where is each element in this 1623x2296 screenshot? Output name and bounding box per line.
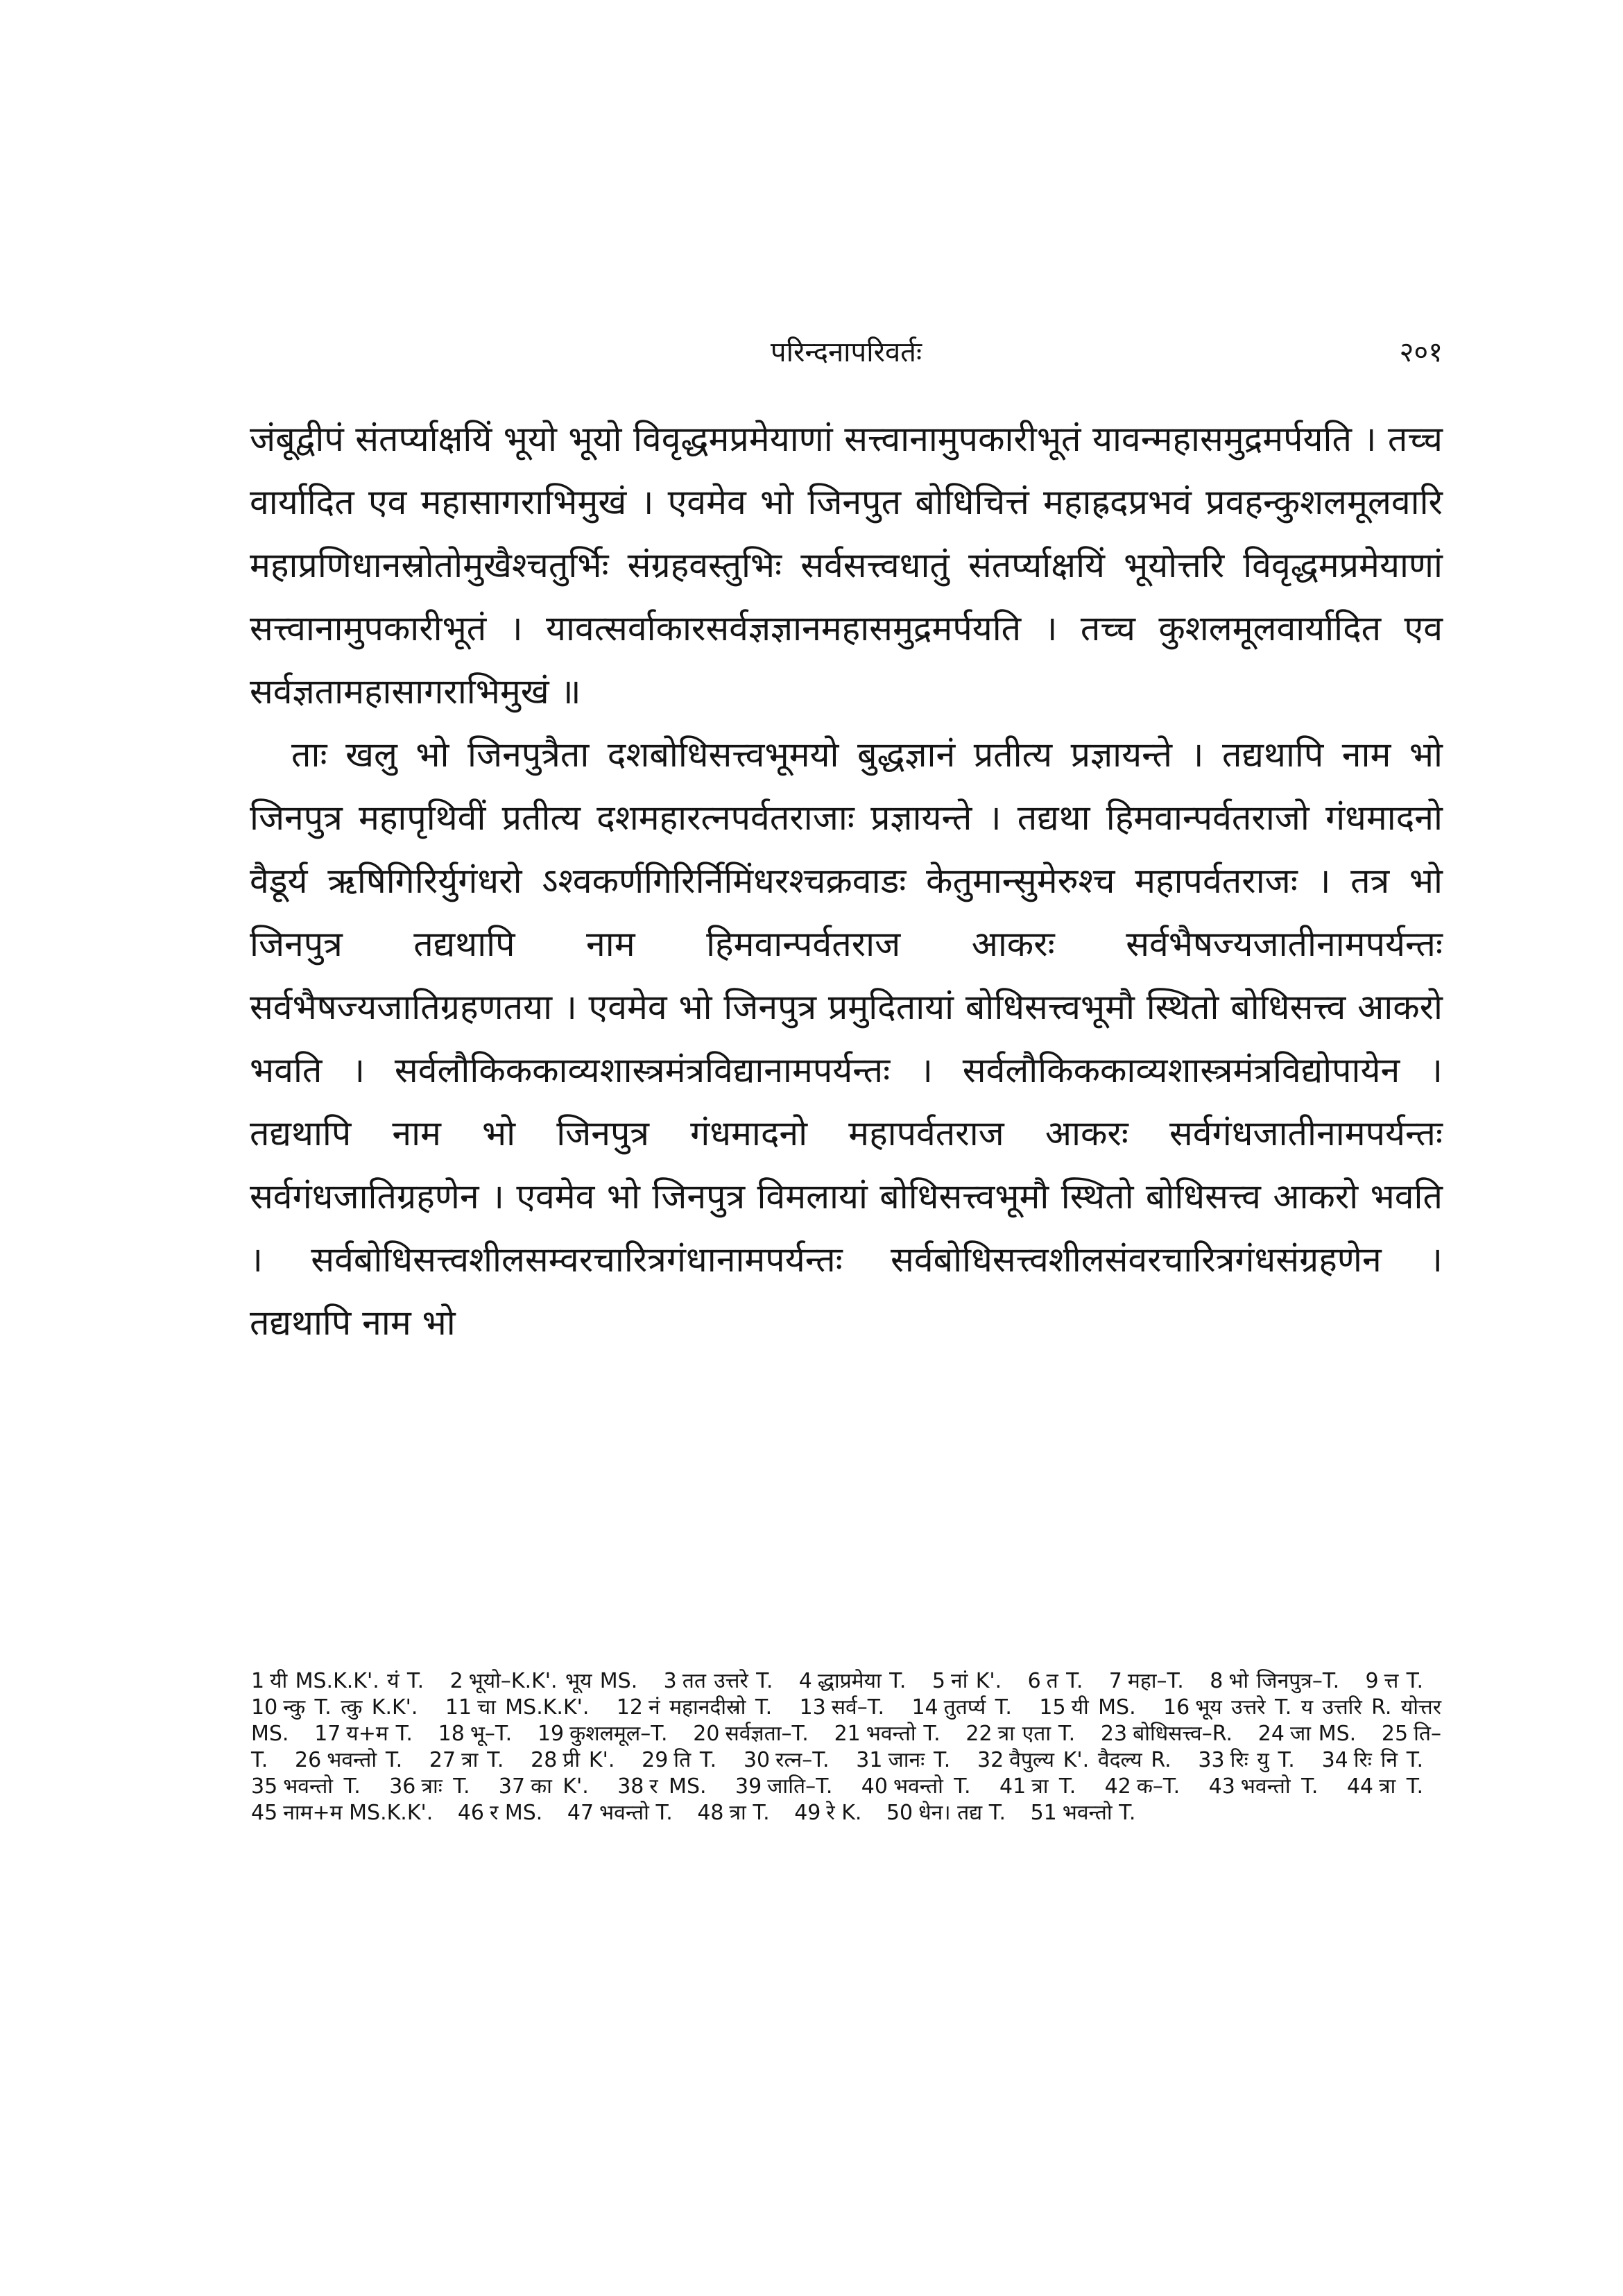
footnote (744, 1748, 830, 1772)
footnote (1258, 1722, 1356, 1746)
paragraph: जंबूद्वीपं संतर्प्याक्षयिं भूयो भूयो विवृद्धमप्रमेयाणां सत्त्वानामुपकारीभूतं यावन्महासमुद्रमर्पयति । तच्च वार्यादित एव महासागराभिमुखं । एवमेव भो जिनपुत बोधिचित्तं महाह्रदप्रभवं प्रवहन्कुशलमूलवारि महाप्रणिधानस्रोतोमुखैश्चतुर्भिः संग्रहवस्तुभिः सर्वसत्त्वधातुं संतर्प्याक्षयिं भूयोत्तरि विवृद्धमप्रमेयाणां सत्त्वानामुपकारीभूतं । यावत्सर्वाकारसर्वज्ञज्ञानमहासमुद्रमर्पयति । तच्च कुशलमूलवार्यादित एव सर्वज्ञतामहासागराभिमुखं ॥ (250, 419, 1443, 712)
footnote-text: रत्न–T. (775, 1748, 830, 1772)
footnote-text: भवन्तो T. (893, 1774, 971, 1799)
footnote (965, 1722, 1075, 1746)
footnote (1031, 1801, 1136, 1825)
footnote-text: त्रा T. (729, 1801, 770, 1825)
footnote (664, 1669, 773, 1693)
footnote (911, 1695, 1012, 1720)
footnote (617, 1774, 706, 1799)
footnote (251, 1774, 361, 1799)
footnote-text: त्रा T. (461, 1748, 504, 1772)
footnote-number: 5 (931, 1669, 945, 1693)
footnote-text: त्राः T. (421, 1774, 470, 1799)
footnote-number: 31 (856, 1748, 883, 1772)
footnote-number: 38 (617, 1774, 644, 1799)
footnote (251, 1669, 424, 1693)
footnote (834, 1722, 941, 1746)
footnote-number: 3 (663, 1669, 677, 1693)
footnote-text: र MS. (490, 1801, 543, 1825)
footnote-text: भो जिनपुत्र–T. (1228, 1669, 1340, 1693)
footnote-text: धेन। तद्य T. (918, 1801, 1006, 1825)
footnote-text: न्कु T. त्कु K.K'. (283, 1695, 418, 1720)
footnote-text: बोधिसत्त्व–R. (1133, 1722, 1233, 1746)
footnote-text: र MS. (649, 1774, 707, 1799)
footnote-number: 43 (1208, 1774, 1235, 1799)
footnote (251, 1801, 433, 1825)
footnote-text: कुशलमूल–T. (569, 1722, 668, 1746)
footnote (1028, 1669, 1083, 1693)
footnote-number: 17 (314, 1722, 341, 1746)
footnote-number: 22 (965, 1722, 993, 1746)
footnote (1105, 1774, 1180, 1799)
footnote-number: 8 (1210, 1669, 1223, 1693)
footnote-text: भवन्तो T. (599, 1801, 673, 1825)
footnote-number: 35 (251, 1774, 278, 1799)
footnote-number: 40 (861, 1774, 888, 1799)
footnote-number: 4 (798, 1669, 812, 1693)
footnote-number: 28 (531, 1748, 558, 1772)
footnote-number: 42 (1104, 1774, 1131, 1799)
footnote-number: 48 (697, 1801, 724, 1825)
footnote-number: 9 (1365, 1669, 1379, 1693)
footnote-number: 37 (498, 1774, 526, 1799)
footnote-text: त्त T. (1384, 1669, 1423, 1693)
footnote (1198, 1748, 1294, 1772)
footnote-number: 25 (1381, 1722, 1409, 1746)
footnote (538, 1722, 668, 1746)
footnote-text: रिः नि T. (1353, 1748, 1424, 1772)
footnote-number: 15 (1039, 1695, 1066, 1720)
footnote-text: क–T. (1136, 1774, 1180, 1799)
footnote-number: 1 (251, 1669, 265, 1693)
footnote (799, 1669, 907, 1693)
footnote (1209, 1774, 1319, 1799)
footnote (977, 1748, 1171, 1772)
footnote (1039, 1695, 1135, 1720)
footnote-text: त्रा T. (1379, 1774, 1424, 1799)
footnote-text: जानः T. (888, 1748, 951, 1772)
footnote-text: यी MS. (1071, 1695, 1136, 1720)
footnote-text: तुतर्प्य T. (943, 1695, 1012, 1720)
footnote-number: 26 (295, 1748, 322, 1772)
main-text (250, 408, 1443, 1355)
footnote-text: चा MS.K.K'. (477, 1695, 590, 1720)
footnote-text: जा MS. (1289, 1722, 1357, 1746)
footnote-number: 46 (457, 1801, 485, 1825)
footnote-number: 33 (1198, 1748, 1225, 1772)
footnote-number: 14 (911, 1695, 938, 1720)
footnote-number: 6 (1027, 1669, 1041, 1693)
footnote-number: 51 (1030, 1801, 1057, 1825)
footnote (999, 1774, 1076, 1799)
footnote (642, 1748, 716, 1772)
footnote-number: 7 (1108, 1669, 1122, 1693)
footnote (617, 1695, 772, 1720)
footnote-text: सर्व–T. (831, 1695, 885, 1720)
footnotes (251, 1668, 1441, 1826)
footnote (295, 1748, 402, 1772)
footnote-text: वैपुल्य K'. वैदल्य R. (1009, 1748, 1171, 1772)
footnote (1347, 1774, 1423, 1799)
footnote-text: नाम+म MS.K.K'. (283, 1801, 433, 1825)
footnote (886, 1801, 1006, 1825)
footnote (932, 1669, 1002, 1693)
footnote (1109, 1669, 1184, 1693)
footnote-text: भूयो–K.K'. भूय MS. (468, 1669, 638, 1693)
footnote-number: 45 (251, 1801, 278, 1825)
footnote-text: का K'. (531, 1774, 589, 1799)
footnote (429, 1748, 504, 1772)
footnote-number: 41 (999, 1774, 1027, 1799)
footnote (389, 1774, 470, 1799)
footnote-number: 34 (1321, 1748, 1348, 1772)
footnote (861, 1774, 971, 1799)
footnote (697, 1801, 769, 1825)
footnote-text: भवन्तो T. (1240, 1774, 1319, 1799)
footnote-number: 39 (735, 1774, 762, 1799)
footnote-text: महा–T. (1127, 1669, 1184, 1693)
footnote (445, 1695, 590, 1720)
footnote (800, 1695, 884, 1720)
page-number: २०१ (1399, 336, 1443, 368)
footnote-number: 24 (1257, 1722, 1285, 1746)
footnote (314, 1722, 413, 1746)
footnote-number: 21 (834, 1722, 861, 1746)
footnote-number: 50 (886, 1801, 913, 1825)
footnote (1366, 1669, 1424, 1693)
footnote-text: रे K. (826, 1801, 862, 1825)
footnote-number: 10 (251, 1695, 278, 1720)
footnote-text: भवन्तो T. (1062, 1801, 1136, 1825)
footnote (458, 1801, 542, 1825)
footnote (567, 1801, 673, 1825)
footnote-number: 47 (567, 1801, 594, 1825)
footnote-number: 16 (1163, 1695, 1190, 1720)
footnote (251, 1695, 418, 1720)
footnote (438, 1722, 513, 1746)
footnote (856, 1748, 950, 1772)
footnote-text: ति–T. (251, 1722, 1441, 1772)
footnote (1322, 1748, 1423, 1772)
footnote-number: 36 (389, 1774, 416, 1799)
footnote-text: नां K'. (950, 1669, 1002, 1693)
footnote-text: रिः यु T. (1230, 1748, 1295, 1772)
footnote-text: तत उत्तरे T. (682, 1669, 773, 1693)
footnote-number: 29 (642, 1748, 669, 1772)
footnote-text: प्री K'. (563, 1748, 615, 1772)
footnote (499, 1774, 589, 1799)
footnote-number: 18 (438, 1722, 465, 1746)
footnote-number: 23 (1100, 1722, 1128, 1746)
footnote-text: त्रा T. (1031, 1774, 1076, 1799)
footnote-number: 13 (799, 1695, 826, 1720)
footnote (1210, 1669, 1339, 1693)
footnote-text: भवन्तो T. (866, 1722, 941, 1746)
footnote-text: भवन्तो T. (327, 1748, 403, 1772)
footnote-text: त्रा एता T. (997, 1722, 1076, 1746)
footnote-number: 44 (1346, 1774, 1373, 1799)
footnote-number: 19 (537, 1722, 565, 1746)
footnote-text: यी MS.K.K'. यं T. (270, 1669, 424, 1693)
footnote-text: भवन्तो T. (283, 1774, 361, 1799)
footnote-text: सर्वज्ञता–T. (725, 1722, 809, 1746)
footnote-number: 32 (977, 1748, 1004, 1772)
footnote-number: 27 (429, 1748, 456, 1772)
footnote-number: 11 (445, 1695, 472, 1720)
page-header (250, 332, 1443, 373)
footnote-text: द्धाप्रमेया T. (817, 1669, 907, 1693)
footnote-text: नं महानदीस्रो T. (649, 1695, 773, 1720)
footnote-text: जाति–T. (767, 1774, 833, 1799)
running-title: परिन्दनापरिवर्तः (770, 336, 922, 368)
footnote (794, 1801, 861, 1825)
footnote-number: 30 (743, 1748, 771, 1772)
footnote (450, 1669, 638, 1693)
paragraph: ताः खलु भो जिनपुत्रैता दशबोधिसत्त्वभूमयो बुद्धज्ञानं प्रतीत्य प्रज्ञायन्ते । तद्यथापि नाम भो जिनपुत्र महापृथिवीं प्रतीत्य दशमहारत्नपर्वतराजाः प्रज्ञायन्ते । तद्यथा हिमवान्पर्वतराजो गंधमादनो वैडूर्य ऋषिगिरिर्युगंधरो ऽश्वकर्णगिरिर्निमिंधरश्चक्रवाडः केतुमान्सुमेरुश्च महापर्वतराजः । तत्र भो जिनपुत्र तद्यथापि नाम हिमवान्पर्वतराज आकरः सर्वभैषज्यजातीनामपर्यन्तः सर्वभैषज्यजातिग्रहणतया । एवमेव भो जिनपुत्र प्रमुदितायां बोधिसत्त्वभूमौ स्थितो बोधिसत्त्व आकरो भवति । सर्वलौकिककाव्यशास्त्रमंत्रविद्यानामपर्यन्तः । सर्वलौकिककाव्यशास्त्रमंत्रविद्योपायेन । तद्यथापि नाम भो जिनपुत्र गंधमादनो महापर्वतराज आकरः सर्वगंधजातीनामपर्यन्तः सर्वगंधजातिग्रहणेन । एवमेव भो जिनपुत्र विमलायां बोधिसत्त्वभूमौ स्थितो बोधिसत्त्व आकरो भवति । सर्वबोधिसत्त्वशीलसम्वरचारित्रगंधानामपर्यन्तः सर्वबोधिसत्त्वशीलसंवरचारित्रगंधसंग्रहणेन । तद्यथापि नाम भो (250, 735, 1443, 1343)
footnote (531, 1748, 615, 1772)
footnote-text: भूय उत्तरे T. य उत्तरि R. योत्तर MS. (251, 1695, 1442, 1746)
footnote (735, 1774, 832, 1799)
footnote-number: 2 (449, 1669, 463, 1693)
footnote-text: य+म T. (346, 1722, 413, 1746)
footnote-number: 49 (794, 1801, 821, 1825)
footnote-text: त T. (1046, 1669, 1083, 1693)
footnote (693, 1722, 809, 1746)
footnote-text: ति T. (673, 1748, 717, 1772)
footnote-number: 20 (693, 1722, 720, 1746)
footnote-number: 12 (616, 1695, 644, 1720)
footnote-text: भू–T. (470, 1722, 513, 1746)
footnote (1101, 1722, 1233, 1746)
